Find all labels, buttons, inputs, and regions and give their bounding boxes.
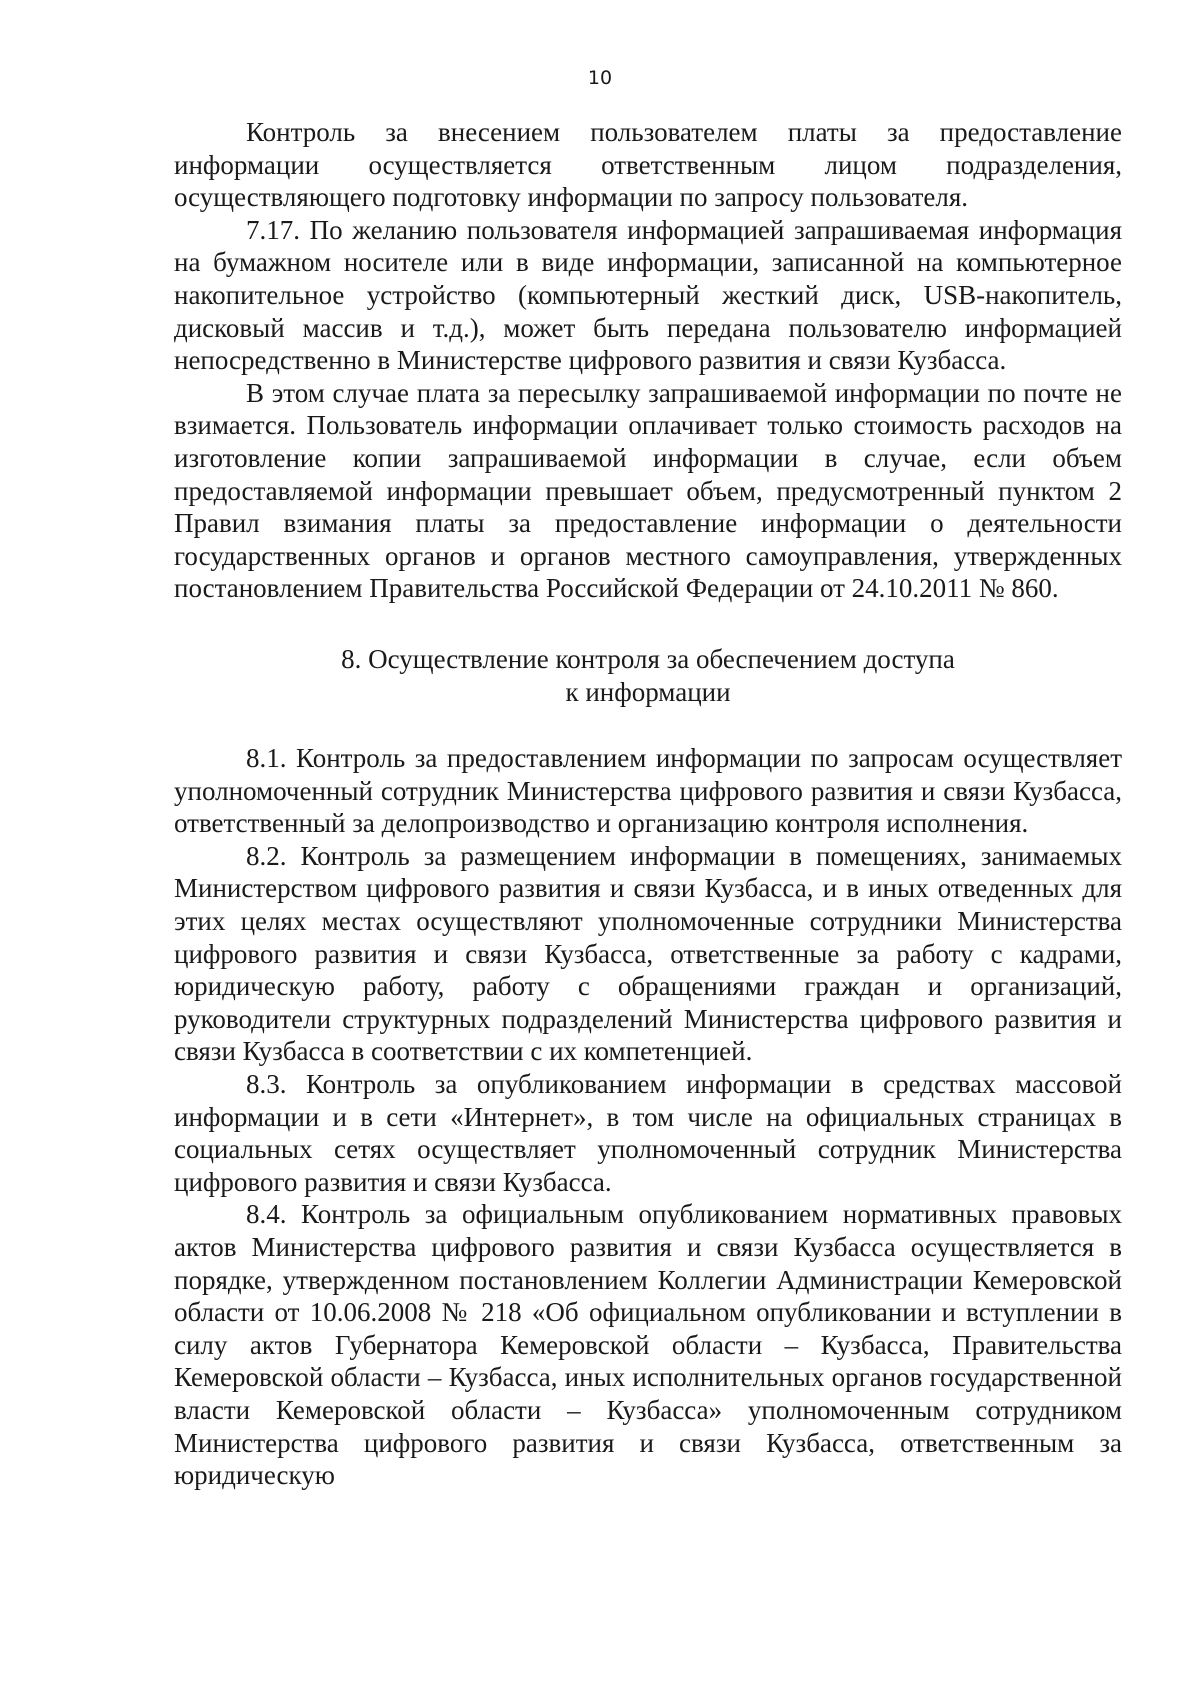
section-title-line-2: к информации: [565, 676, 731, 707]
page-number: 10: [587, 67, 613, 89]
paragraph-8-4: 8.4. Контроль за официальным опубликованием нормативных правовых актов Министерства цифрового развития и связи Кузбасса осуществляется в порядке, утвержденном постановлением Коллегии Администрации Кемеровской области от 10.06.2008 № 218 «Об официальном опубликовании и вступлении в силу актов Губернатора Кемеровской области – Кузбасса, Правительства Кемеровской области – Кузбасса, иных исполнительных органов государственной власти Кемеровской области – Кузбасса» уполномоченным сотрудником Министерства цифрового развития и связи Кузбасса, ответственным за юридическую: [174, 1199, 1122, 1491]
section-8-heading: [174, 643, 1122, 708]
paragraph-8-1: 8.1. Контроль за предоставлением информации по запросам осуществляет уполномоченный сотрудник Министерства цифрового развития и связи Кузбасса, ответственный за делопроизводство и организацию контроля исполнения.: [174, 743, 1122, 839]
section-title-line-1: 8. Осуществление контроля за обеспечением доступа: [341, 643, 955, 674]
paragraph-payment-control: Контроль за внесением пользователем платы за предоставление информации осуществляется ответственным лицом подразделения, осуществляющего подготовку информации по запросу пользователя.: [174, 117, 1122, 213]
paragraph-8-2: 8.2. Контроль за размещением информации в помещениях, занимаемых Министерством цифрового развития и связи Кузбасса, и в иных отведенных для этих целях местах осуществляют уполномоченные сотрудники Министерства цифрового развития и связи Кузбасса, ответственные за работу с кадрами, юридическую работу, работу с обращениями граждан и организаций, руководители структурных подразделений Министерства цифрового развития и связи Кузбасса в соответствии с их компетенцией.: [174, 840, 1122, 1067]
paragraph-8-3: 8.3. Контроль за опубликованием информации в средствах массовой информации и в сети «Интернет», в том числе на официальных страницах в социальных сетях осуществляет уполномоченный сотрудник Министерства цифрового развития и связи Кузбасса.: [174, 1069, 1122, 1197]
paragraph-7-17: 7.17. По желанию пользователя информацией запрашиваемая информация на бумажном носителе или в виде информации, записанной на компьютерное накопительное устройство (компьютерный жесткий диск, USB-накопитель, дисковый массив и т.д.), может быть передана пользователю информацией непосредственно в Министерстве цифрового развития и связи Кузбасса.: [174, 214, 1122, 376]
paragraph-postage-fee: В этом случае плата за пересылку запрашиваемой информации по почте не взимается. Пользователь информации оплачивает только стоимость расходов на изготовление копии запрашиваемой информации в случае, если объем предоставляемой информации превышает объем, предусмотренный пунктом 2 Правил взимания платы за предоставление информации о деятельности государственных органов и органов местного самоуправления, утвержденных постановлением Правительства Российской Федерации от 24.10.2011 № 860.: [174, 377, 1122, 604]
document-body: [174, 116, 1122, 1492]
